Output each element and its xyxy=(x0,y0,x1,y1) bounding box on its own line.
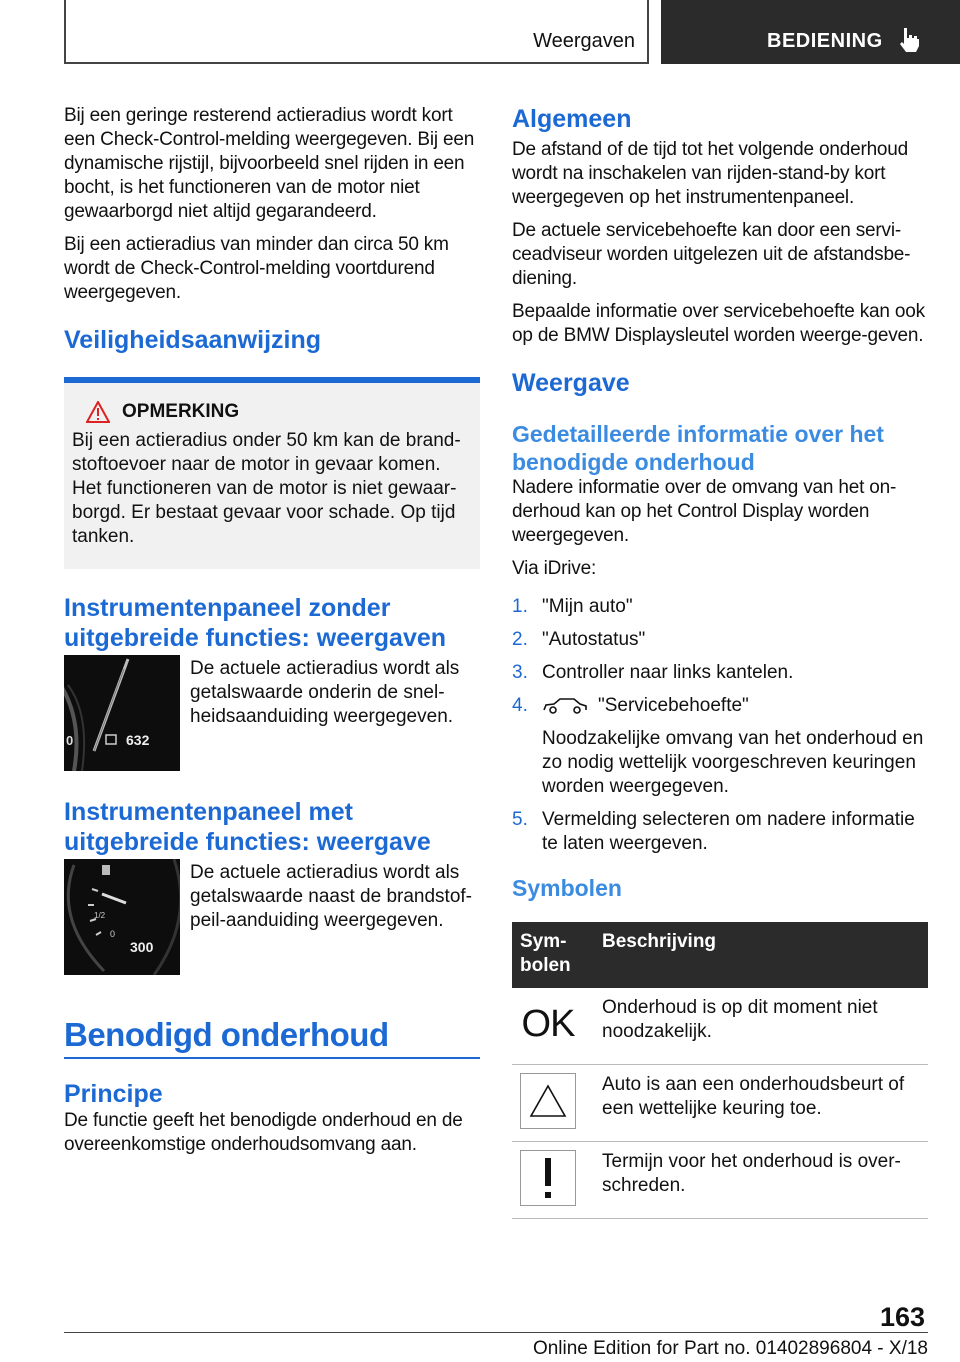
description-cell: Onderhoud is op dit moment niet noodzakelijk. xyxy=(594,988,928,1065)
heading-display: Weergave xyxy=(512,369,630,397)
left-column xyxy=(64,104,480,1166)
table-row xyxy=(512,1065,928,1142)
speedometer-zero: 0 xyxy=(66,733,74,748)
note-text: Bij een actieradius onder 50 km kan de brand-stoftoevoer naar de motor in gevaar komen. Het functioneren van de motor is niet gewaar-borgd. Er bestaat gevaar voor schade. Op tijd tanken. xyxy=(72,430,461,547)
detail-text: Nadere informatie over de omvang van het on-derhoud kan op het Control Display worden weergegeven. xyxy=(512,477,897,546)
speedometer-image xyxy=(64,655,180,771)
header-chapter-box xyxy=(661,0,960,64)
image-row-with xyxy=(64,859,480,975)
heading-required-service: Benodigd onderhoud xyxy=(64,1016,389,1053)
list-item xyxy=(512,595,928,619)
step-text: "Servicebehoefte" xyxy=(598,695,749,716)
footer-rule xyxy=(64,1332,928,1333)
fuel-gauge-graphic xyxy=(64,859,180,975)
list-item xyxy=(512,661,928,685)
symbols-table xyxy=(512,922,928,1219)
step-number: 4. xyxy=(512,695,528,716)
warning-triangle-icon xyxy=(86,401,110,423)
footer-edition: Online Edition for Part no. 01402896804 - X/18 xyxy=(532,1338,928,1359)
list-item xyxy=(512,628,928,652)
step-subtext: Noodzakelijke omvang van het onderhoud en zo nodig wettelijk voorgeschreven keuringen worden weergegeven. xyxy=(542,728,924,797)
heading-symbols: Symbolen xyxy=(512,875,622,901)
car-icon xyxy=(542,697,588,715)
step-number: 1. xyxy=(512,596,528,617)
list-item xyxy=(512,808,928,856)
description-cell: Auto is aan een onderhoudsbeurt of een wettelijke keuring toe. xyxy=(594,1065,928,1142)
note-title-row xyxy=(86,401,472,423)
table-row xyxy=(512,988,928,1065)
note-title: OPMERKING xyxy=(122,401,240,422)
paragraph: De actuele servicebehoefte kan door een servi-ceadviseur worden uitgelezen uit de afstandsbe-diening. xyxy=(512,220,911,289)
speedometer-graphic xyxy=(64,655,180,771)
column-header-symbols: Sym-bolen xyxy=(512,922,594,988)
step-text: "Autostatus" xyxy=(542,629,646,650)
range-value: 300 xyxy=(130,939,154,955)
fuel-zero-label: 0 xyxy=(110,929,116,939)
image-caption-with: De actuele actieradius wordt als getalswaarde naast de brandstof-peil-aanduiding weergegeven. xyxy=(190,862,473,931)
heading-principle: Principe xyxy=(64,1080,163,1108)
list-item xyxy=(512,694,928,799)
fuel-half-label: 1/2 xyxy=(94,911,106,920)
heading-detail: Gedetailleerde informatie over het benodigde onderhoud xyxy=(512,421,884,475)
heading-safety: Veiligheidsaanwijzing xyxy=(64,326,322,354)
warning-triangle-icon xyxy=(520,1073,576,1129)
heading-with-functions: Instrumentenpaneel met uitgebreide functies: weergave xyxy=(64,798,431,856)
column-header-description: Beschrijving xyxy=(594,922,928,988)
symbol-cell xyxy=(512,1142,594,1219)
step-text: Vermelding selecteren om nadere informatie te laten weergeven. xyxy=(542,809,915,854)
fuel-gauge-image xyxy=(64,859,180,975)
range-value: 632 xyxy=(126,732,150,748)
right-column xyxy=(512,104,928,1219)
step-text: "Mijn auto" xyxy=(542,596,633,617)
page-number: 163 xyxy=(880,1302,926,1332)
table-row xyxy=(512,1142,928,1219)
description-cell: Termijn voor het onderhoud is over-schreden. xyxy=(594,1142,928,1219)
paragraph: Bij een geringe resterend actieradius wordt kort een Check-Control-melding weergegeven. Bij een dynamische rijstijl, bijvoorbeeld snel rijden in een bocht, is het functioneren van de motor niet gewaarborgd niet altijd gegarandeerd. xyxy=(64,105,475,222)
step-text: Controller naar links kantelen. xyxy=(542,662,794,683)
ok-symbol xyxy=(520,996,576,1052)
image-caption-without: De actuele actieradius wordt als getalswaarde onderin de snel-heidsaanduiding weergegeven. xyxy=(190,658,460,727)
paragraph: Bepaalde informatie over servicebehoefte kan ook op de BMW Displaysleutel worden weerge-geven. xyxy=(512,301,925,346)
step-number: 5. xyxy=(512,809,528,830)
header-section-title: Weergaven xyxy=(533,30,635,52)
step-number: 3. xyxy=(512,662,528,683)
table-header-row xyxy=(512,922,928,988)
paragraph: Bij een actieradius van minder dan circa 50 km wordt de Check-Control-melding voortdurend weergegeven. xyxy=(64,234,449,303)
exclamation-icon xyxy=(520,1150,576,1206)
ok-label: OK xyxy=(521,1003,575,1045)
header-chapter-title: BEDIENING xyxy=(767,30,883,52)
symbol-cell xyxy=(512,988,594,1065)
heading-rule xyxy=(64,1057,480,1059)
paragraph: De afstand of de tijd tot het volgende onderhoud wordt na inschakelen van rijden-stand-by kort weergegeven op het instrumentenpaneel. xyxy=(512,139,909,208)
heading-without-functions: Instrumentenpaneel zonder uitgebreide functies: weergaven xyxy=(64,594,447,652)
heading-general: Algemeen xyxy=(512,105,632,133)
note-box xyxy=(64,377,480,569)
header-section-box xyxy=(64,0,649,64)
via-label: Via iDrive: xyxy=(512,558,597,579)
step-number: 2. xyxy=(512,629,528,650)
symbol-cell xyxy=(512,1065,594,1142)
image-row-without xyxy=(64,655,480,771)
hand-pointer-icon xyxy=(897,26,923,54)
principle-text: De functie geeft het benodigde onderhoud en de overeenkomstige onderhoudsomvang aan. xyxy=(64,1110,463,1155)
idrive-steps xyxy=(512,595,928,856)
